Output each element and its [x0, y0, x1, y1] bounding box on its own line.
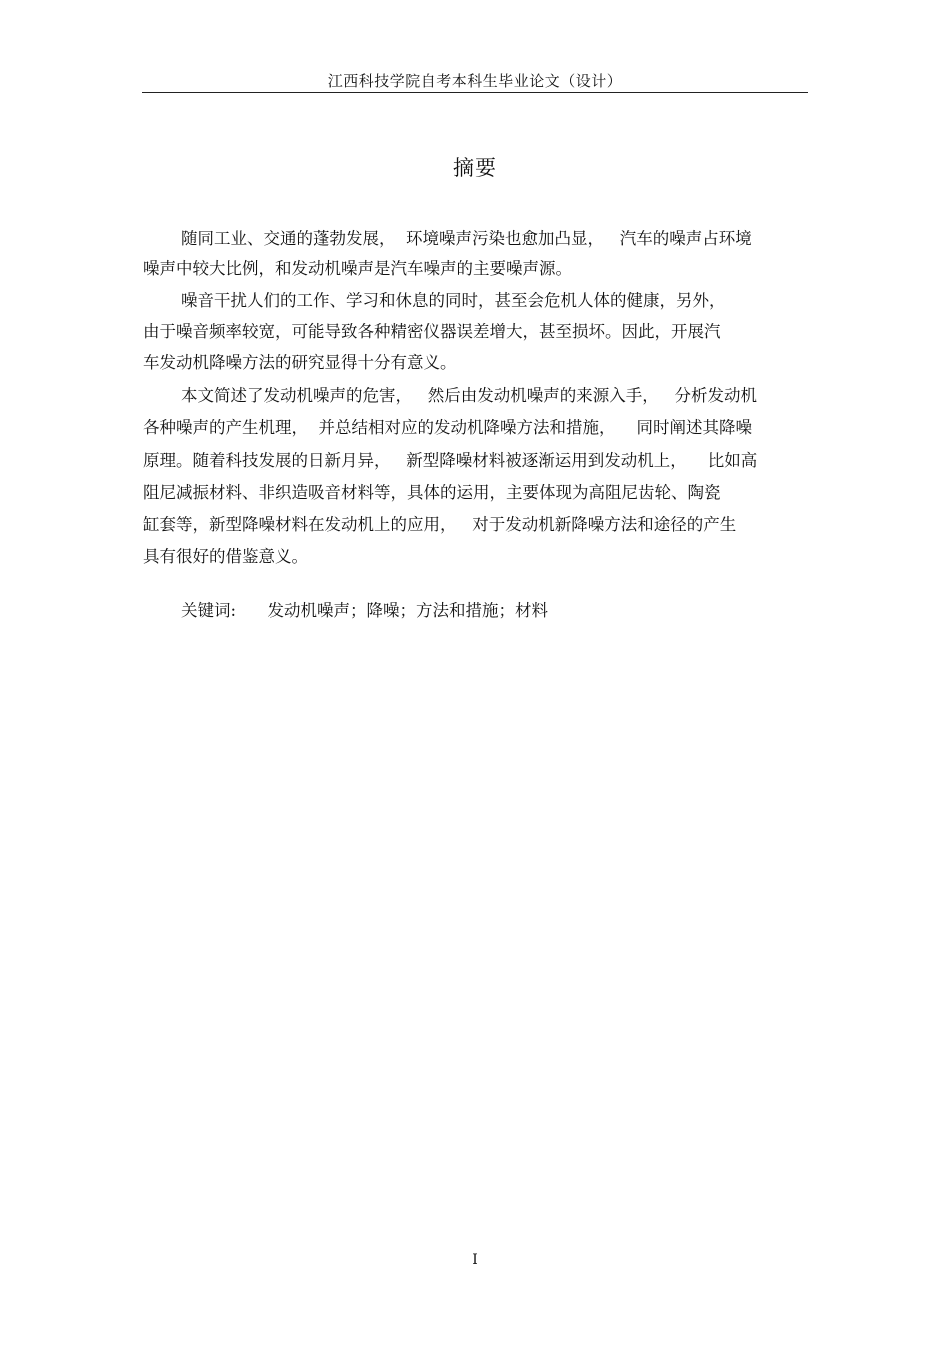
abstract-line: 缸套等，新型降噪材料在发动机上的应用， 对于发动机新降噪方法和途径的产生	[143, 515, 737, 534]
abstract-line: 本文简述了发动机噪声的危害， 然后由发动机噪声的来源入手， 分析发动机	[181, 386, 757, 405]
abstract-line: 噪音干扰人们的工作、学习和休息的同时，甚至会危机人体的健康，另外，	[181, 291, 726, 310]
abstract-line: 随同工业、交通的蓬勃发展， 环境噪声污染也愈加凸显， 汽车的噪声占环境	[181, 229, 752, 248]
abstract-line: 阻尼减振材料、非织造吸音材料等，具体的运用，主要体现为高阻尼齿轮、陶瓷	[143, 483, 721, 502]
keywords: 关键词: 发动机噪声；降噪；方法和措施；材料	[181, 601, 549, 620]
abstract-line: 车发动机降噪方法的研究显得十分有意义。	[143, 353, 457, 372]
header-title: 江西科技学院自考本科生毕业论文（设计）	[327, 72, 623, 90]
abstract-line: 由于噪音频率较宽，可能导致各种精密仪器误差增大，甚至损坏。因此，开展汽	[143, 322, 721, 341]
abstract-line: 原理。随着科技发展的日新月异， 新型降噪材料被逐渐运用到发动机上， 比如高	[143, 451, 758, 470]
abstract-line: 噪声中较大比例，和发动机噪声是汽车噪声的主要噪声源。	[143, 259, 572, 278]
page-number: I	[472, 1252, 478, 1268]
abstract-line: 具有很好的借鉴意义。	[143, 547, 308, 566]
abstract-line: 各种噪声的产生机理， 并总结相对应的发动机降噪方法和措施， 同时阐述其降噪	[143, 418, 752, 437]
header-divider	[142, 92, 808, 93]
abstract-title: 摘要	[453, 156, 497, 180]
